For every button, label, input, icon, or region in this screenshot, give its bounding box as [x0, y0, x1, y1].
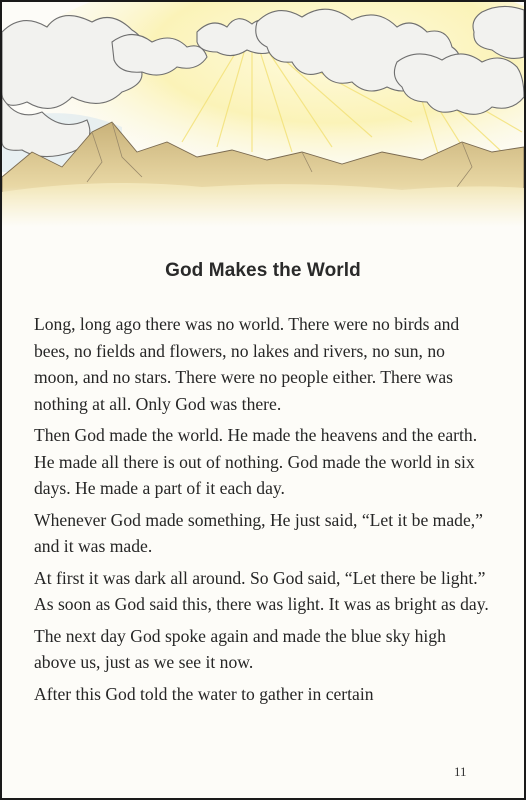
- paragraph: The next day God spoke again and made the blue sky high above us, just as we see it now.: [34, 625, 446, 672]
- paragraph: Then God made the world. He made the heavens and the earth. He made all there is out of nothing. God made the world in six days. He made a part of it each day.: [34, 425, 478, 498]
- story-body: [34, 311, 492, 712]
- story-title: God Makes the World: [165, 260, 361, 281]
- paragraph: At first it was dark all around. So God said, “Let there be light.” As soon as God said this, there was light. It was as bright as day.: [34, 567, 489, 614]
- paragraph: Whenever God made something, He just said, “Let it be made,” and it was made.: [34, 509, 483, 556]
- page-number: 11: [454, 764, 467, 779]
- paragraph: After this God told the water to gather in certain: [34, 683, 374, 704]
- paragraph: Long, long ago there was no world. There were no birds and bees, no fields and flowers, no lakes and rivers, no sun, no moon, and no stars. There were no people either. There was nothing at all. Only God was there.: [34, 314, 460, 414]
- creation-illustration: [2, 2, 524, 227]
